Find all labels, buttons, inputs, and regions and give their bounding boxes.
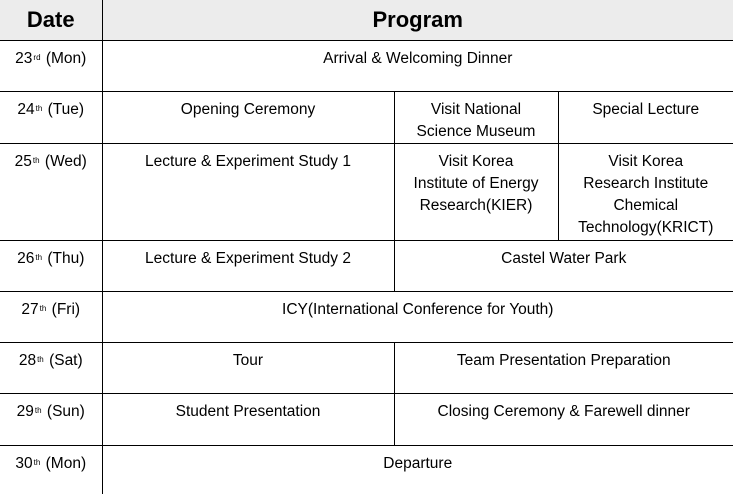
program-cell: Lecture & Experiment Study 2: [102, 241, 394, 292]
table-row: [0, 343, 733, 394]
table-row: [0, 41, 733, 92]
header-row: [0, 0, 733, 41]
table-row: [0, 446, 733, 494]
program-cell: Student Presentation: [102, 394, 394, 446]
program-cell: Team Presentation Preparation: [394, 343, 733, 394]
table-row: [0, 144, 733, 241]
program-cell: Special Lecture: [558, 92, 733, 144]
day-cell: 24th (Tue): [0, 92, 102, 144]
program-cell: Castel Water Park: [394, 241, 733, 292]
program-cell: Lecture & Experiment Study 1: [102, 144, 394, 241]
table-row: [0, 241, 733, 292]
day-cell: 30th (Mon): [0, 446, 102, 494]
program-cell: Opening Ceremony: [102, 92, 394, 144]
date-header: Date: [0, 0, 102, 41]
table-row: [0, 92, 733, 144]
table-row: [0, 292, 733, 343]
program-cell: Arrival & Welcoming Dinner: [102, 41, 733, 92]
day-cell: 29th (Sun): [0, 394, 102, 446]
program-cell: Visit Korea Research Institute Chemical Technology(KRICT): [558, 144, 733, 241]
table-row: [0, 394, 733, 446]
program-cell: Departure: [102, 446, 733, 494]
day-cell: 23rd (Mon): [0, 41, 102, 92]
day-cell: 25th (Wed): [0, 144, 102, 241]
program-cell: Closing Ceremony & Farewell dinner: [394, 394, 733, 446]
day-cell: 26th (Thu): [0, 241, 102, 292]
program-header: Program: [102, 0, 733, 41]
program-cell: Visit National Science Museum: [394, 92, 558, 144]
program-cell: Tour: [102, 343, 394, 394]
program-cell: ICY(International Conference for Youth): [102, 292, 733, 343]
day-cell: 27th (Fri): [0, 292, 102, 343]
program-cell: Visit Korea Institute of Energy Research(KIER): [394, 144, 558, 241]
day-cell: 28th (Sat): [0, 343, 102, 394]
